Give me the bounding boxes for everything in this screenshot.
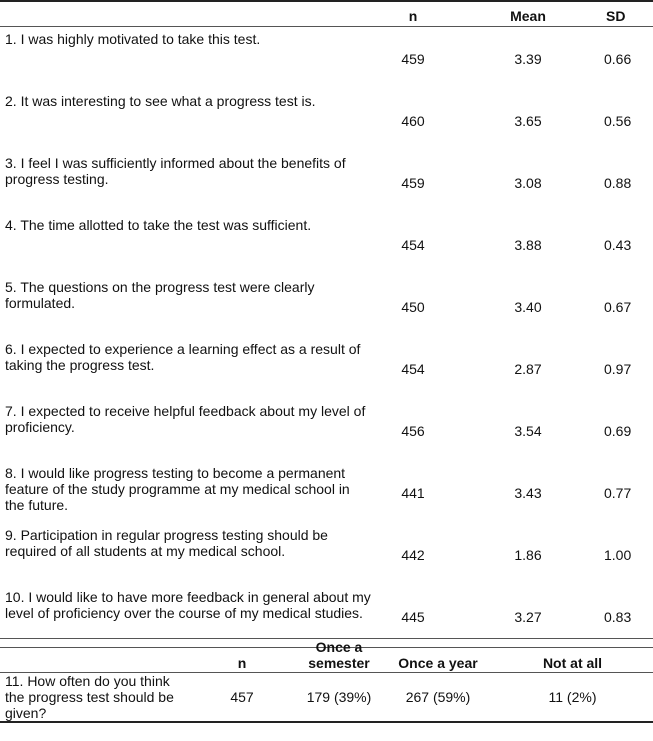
table-row: [0, 275, 653, 337]
year-value: 267 (59%): [405, 689, 471, 705]
n-value: 441: [401, 485, 425, 501]
question-text: 4. The time allotted to take the test was sufficient.: [5, 217, 312, 233]
question-text: 9. Participation in regular progress testing should be required of all students at my medical school.: [5, 527, 328, 559]
header-n: n: [190, 639, 294, 673]
table-row: [0, 151, 653, 213]
table-row: [0, 673, 653, 723]
n-value: 454: [401, 237, 425, 253]
mean-value: 3.08: [514, 175, 542, 191]
table-row: [0, 213, 653, 275]
question-text: 2. It was interesting to see what a progress test is.: [5, 93, 316, 109]
table-row: [0, 89, 653, 151]
sd-value: 1.00: [604, 547, 632, 563]
header-once-year: Once a year: [384, 639, 492, 673]
mean-value: 2.87: [514, 361, 542, 377]
table-row: [0, 337, 653, 399]
question-text: 5. The questions on the progress test were clearly formulated.: [5, 279, 315, 311]
question-text: 7. I expected to receive helpful feedback about my level of proficiency.: [5, 403, 366, 435]
mean-value: 3.27: [514, 609, 542, 625]
header-item: [0, 639, 190, 673]
sd-value: 0.83: [604, 609, 632, 625]
header-mean: Mean: [454, 1, 602, 27]
question-text: 3. I feel I was sufficiently informed about the benefits of progress testing.: [5, 155, 346, 187]
n-value: 442: [401, 547, 425, 563]
sd-value: 0.66: [604, 51, 632, 67]
header-once-semester: Once a semester: [294, 639, 384, 673]
mean-value: 3.40: [514, 299, 542, 315]
n-value: 454: [401, 361, 425, 377]
n-value: 459: [401, 51, 425, 67]
question-text: 6. I expected to experience a learning effect as a result of taking the progress test.: [5, 341, 361, 373]
header-item: [0, 1, 372, 27]
question-text: 8. I would like progress testing to become a permanent feature of the study programme at my medical school in the future.: [5, 465, 350, 513]
mean-value: 3.88: [514, 237, 542, 253]
frequency-table: [0, 638, 653, 723]
question-text: 10. I would like to have more feedback in general about my level of proficiency over the course of my medical studies.: [5, 589, 371, 621]
mean-value: 1.86: [514, 547, 542, 563]
header-not-at-all: Not at all: [492, 639, 653, 673]
mean-value: 3.43: [514, 485, 542, 501]
header-n: n: [372, 1, 454, 27]
n-value: 460: [401, 113, 425, 129]
sd-value: 0.97: [604, 361, 632, 377]
sd-value: 0.69: [604, 423, 632, 439]
question-text: 1. I was highly motivated to take this test.: [5, 31, 261, 47]
table-row: [0, 523, 653, 585]
sd-value: 0.77: [604, 485, 632, 501]
mean-value: 3.65: [514, 113, 542, 129]
sd-value: 0.67: [604, 299, 632, 315]
never-value: 11 (2%): [548, 689, 597, 705]
sd-value: 0.88: [604, 175, 632, 191]
table-row: [0, 27, 653, 90]
mean-value: 3.39: [514, 51, 542, 67]
header-sd: SD: [602, 1, 653, 27]
header-row: [0, 1, 653, 27]
table-row: [0, 399, 653, 461]
n-value: 457: [230, 689, 254, 705]
n-value: 450: [401, 299, 425, 315]
table-row: [0, 461, 653, 523]
question-text: 11. How often do you think the progress test should be given?: [5, 673, 174, 721]
header-row: [0, 639, 653, 673]
sd-value: 0.43: [604, 237, 632, 253]
semester-value: 179 (39%): [306, 689, 372, 705]
sd-value: 0.56: [604, 113, 632, 129]
mean-value: 3.54: [514, 423, 542, 439]
n-value: 445: [401, 609, 425, 625]
n-value: 456: [401, 423, 425, 439]
n-value: 459: [401, 175, 425, 191]
